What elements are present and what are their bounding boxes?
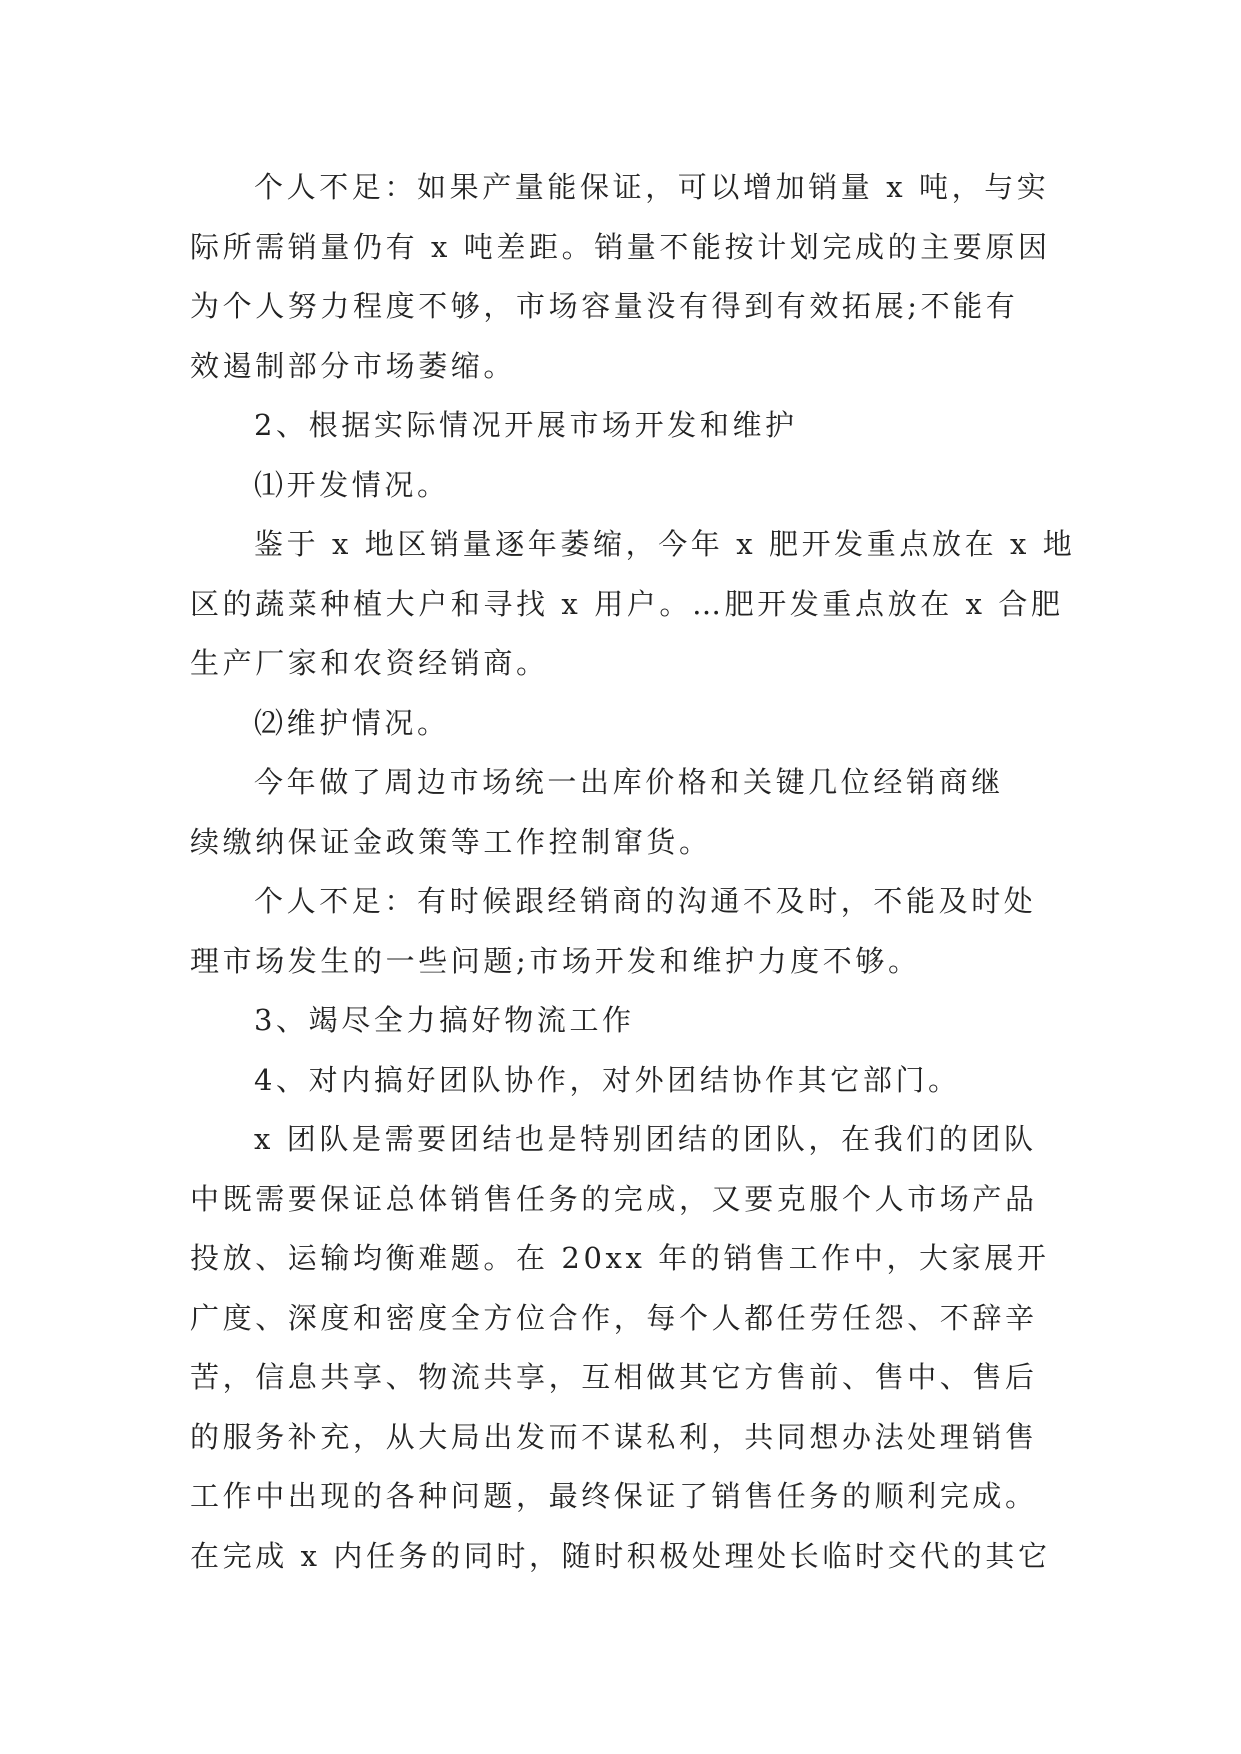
section-heading: 2、根据实际情况开展市场开发和维护 <box>254 408 798 442</box>
text-line: 理市场发生的一些问题;市场开发和维护力度不够。 <box>190 943 921 978</box>
text-line: 在完成 x 内任务的同时，随时积极处理处长临时交代的其它 <box>190 1538 1051 1573</box>
section-heading: 3、竭尽全力搞好物流工作 <box>254 1003 635 1037</box>
text-line: 苦，信息共享、物流共享，互相做其它方售前、售中、售后 <box>190 1360 1038 1394</box>
text-line: 工作中出现的各种问题，最终保证了销售任务的顺利完成。 <box>190 1479 1038 1513</box>
text-line: 效遏制部分市场萎缩。 <box>190 348 517 383</box>
text-line: 中既需要保证总体销售任务的完成，又要克服个人市场产品 <box>190 1181 1038 1216</box>
text-line: 广度、深度和密度全方位合作，每个人都任劳任怨、不辞辛 <box>190 1300 1038 1335</box>
text-line: 今年做了周边市场统一出库价格和关键几位经销商继 <box>254 765 1004 799</box>
text-line: 鉴于 x 地区销量逐年萎缩，今年 x 肥开发重点放在 x 地 <box>254 527 1076 561</box>
document-body <box>190 158 1076 1586</box>
text-line: 际所需销量仍有 x 吨差距。销量不能按计划完成的主要原因 <box>190 229 1051 264</box>
subsection-heading: ⑴开发情况。 <box>254 467 450 502</box>
text-line: 为个人努力程度不够，市场容量没有得到有效拓展;不能有 <box>190 289 1019 323</box>
text-line: 的服务补充，从大局出发而不谋私利，共同想办法处理销售 <box>190 1419 1038 1454</box>
text-line: 投放、运输均衡难题。在 20xx 年的销售工作中，大家展开 <box>190 1241 1050 1275</box>
text-line: 续缴纳保证金政策等工作控制窜货。 <box>190 824 712 859</box>
text-line: x 团队是需要团结也是特别团结的团队，在我们的团队 <box>254 1122 1037 1156</box>
text-line: 个人不足：如果产量能保证，可以增加销量 x 吨，与实 <box>254 170 1050 204</box>
section-heading: 4、对内搞好团队协作，对外团结协作其它部门。 <box>254 1062 961 1097</box>
text-line: 区的蔬菜种植大户和寻找 x 用户。…肥开发重点放在 x 合肥 <box>190 586 1064 621</box>
text-line: 个人不足：有时候跟经销商的沟通不及时，不能及时处 <box>254 884 1037 918</box>
subsection-heading: ⑵维护情况。 <box>254 705 450 740</box>
text-line: 生产厂家和农资经销商。 <box>190 646 549 680</box>
